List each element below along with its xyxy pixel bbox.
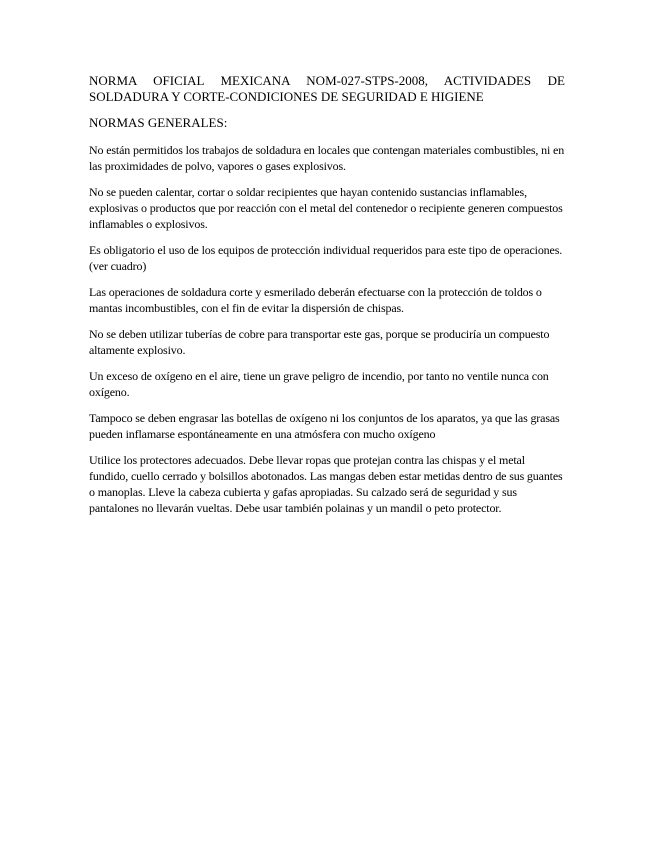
paragraph-7: Tampoco se deben engrasar las botellas de oxígeno ni los conjuntos de los aparatos, ya que las grasas pueden inflamarse espontáneamente en una atmósfera con mucho oxígeno xyxy=(89,411,560,441)
paragraph-1: No están permitidos los trabajos de soldadura en locales que contengan materiales combustibles, ni en las proximidades de polvo, vapores o gases explosivos. xyxy=(89,143,565,173)
paragraph-3: Es obligatorio el uso de los equipos de protección individual requeridos para este tipo de operaciones. (ver cuadro) xyxy=(89,243,563,273)
paragraph-8: Utilice los protectores adecuados. Debe llevar ropas que protejan contra las chispas y el metal fundido, cuello cerrado y bolsillos abotonados. Las mangas deben estar metidas dentro de sus guantes o manoplas. Lleve la cabeza cubierta y gafas apropiadas. Su calzado será de seguridad y sus pantalones no llevarán vueltas. Debe usar también polainas y un mandil o peto protector. xyxy=(89,453,563,515)
document-title-line-2: SOLDADURA Y CORTE-CONDICIONES DE SEGURIDAD E HIGIENE xyxy=(89,89,484,104)
paragraph-4: Las operaciones de soldadura corte y esmerilado deberán efectuarse con la protección de toldos o mantas incombustibles, con el fin de evitar la dispersión de chispas. xyxy=(89,285,542,315)
document-page xyxy=(89,73,565,526)
section-heading: NORMAS GENERALES: xyxy=(89,115,228,130)
paragraph-2: No se pueden calentar, cortar o soldar recipientes que hayan contenido sustancias inflamables, explosivas o productos que por reacción con el metal del contenedor o recipiente generen compuestos inflamables o explosivos. xyxy=(89,185,563,231)
document-title-line-1: NORMA OFICIAL MEXICANA NOM-027-STPS-2008, ACTIVIDADES DE xyxy=(89,73,565,88)
paragraph-5: No se deben utilizar tuberías de cobre para transportar este gas, porque se produciría un compuesto altamente explosivo. xyxy=(89,327,550,357)
paragraph-6: Un exceso de oxígeno en el aire, tiene un grave peligro de incendio, por tanto no ventile nunca con oxígeno. xyxy=(89,369,549,399)
document-title xyxy=(89,73,565,105)
